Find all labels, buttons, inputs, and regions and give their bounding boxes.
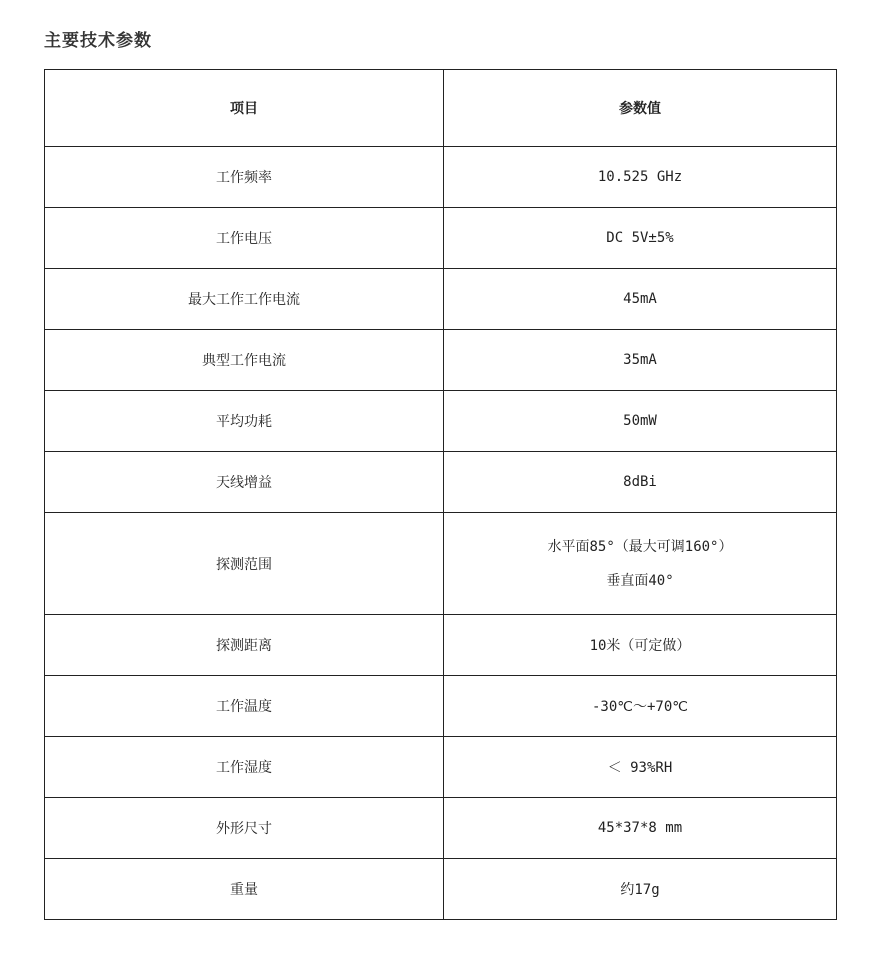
- row-value-line: 垂直面40°: [606, 572, 674, 589]
- row-value: 10.525 GHz: [444, 147, 837, 208]
- table-row: [45, 147, 837, 208]
- row-value: 45mA: [444, 269, 837, 330]
- row-value: [444, 513, 837, 615]
- table-header-row: [45, 70, 837, 147]
- table-row: [45, 391, 837, 452]
- row-value: 8dBi: [444, 452, 837, 513]
- header-item: 项目: [45, 70, 444, 147]
- row-item-label: 典型工作电流: [45, 330, 444, 391]
- table-row: [45, 737, 837, 798]
- row-item-label: 最大工作工作电流: [45, 269, 444, 330]
- table-row: [45, 452, 837, 513]
- row-item-label: 工作湿度: [45, 737, 444, 798]
- row-value: 50mW: [444, 391, 837, 452]
- row-value: 10米（可定做）: [444, 615, 837, 676]
- row-item-label: 平均功耗: [45, 391, 444, 452]
- row-item-label: 工作频率: [45, 147, 444, 208]
- row-value-line: 水平面85°（最大可调160°）: [547, 538, 733, 555]
- table-row: [45, 859, 837, 920]
- table-row: [45, 676, 837, 737]
- row-item-label: 探测距离: [45, 615, 444, 676]
- row-item-label: 重量: [45, 859, 444, 920]
- section-title: 主要技术参数: [44, 31, 152, 51]
- technical-parameters-table: [44, 69, 837, 920]
- row-value: 35mA: [444, 330, 837, 391]
- row-value: 45*37*8 mm: [444, 798, 837, 859]
- row-item-label: 探测范围: [45, 513, 444, 615]
- header-value: 参数值: [444, 70, 837, 147]
- table-row: [45, 615, 837, 676]
- row-value: -30℃～+70℃: [444, 676, 837, 737]
- row-value: ＜ 93%RH: [444, 737, 837, 798]
- row-item-label: 工作电压: [45, 208, 444, 269]
- row-item-label: 外形尺寸: [45, 798, 444, 859]
- row-value: 约17g: [444, 859, 837, 920]
- table-row: [45, 513, 837, 615]
- table-row: [45, 269, 837, 330]
- row-item-label: 天线增益: [45, 452, 444, 513]
- row-item-label: 工作温度: [45, 676, 444, 737]
- table-row: [45, 330, 837, 391]
- table-row: [45, 208, 837, 269]
- row-value: DC 5V±5%: [444, 208, 837, 269]
- table-row: [45, 798, 837, 859]
